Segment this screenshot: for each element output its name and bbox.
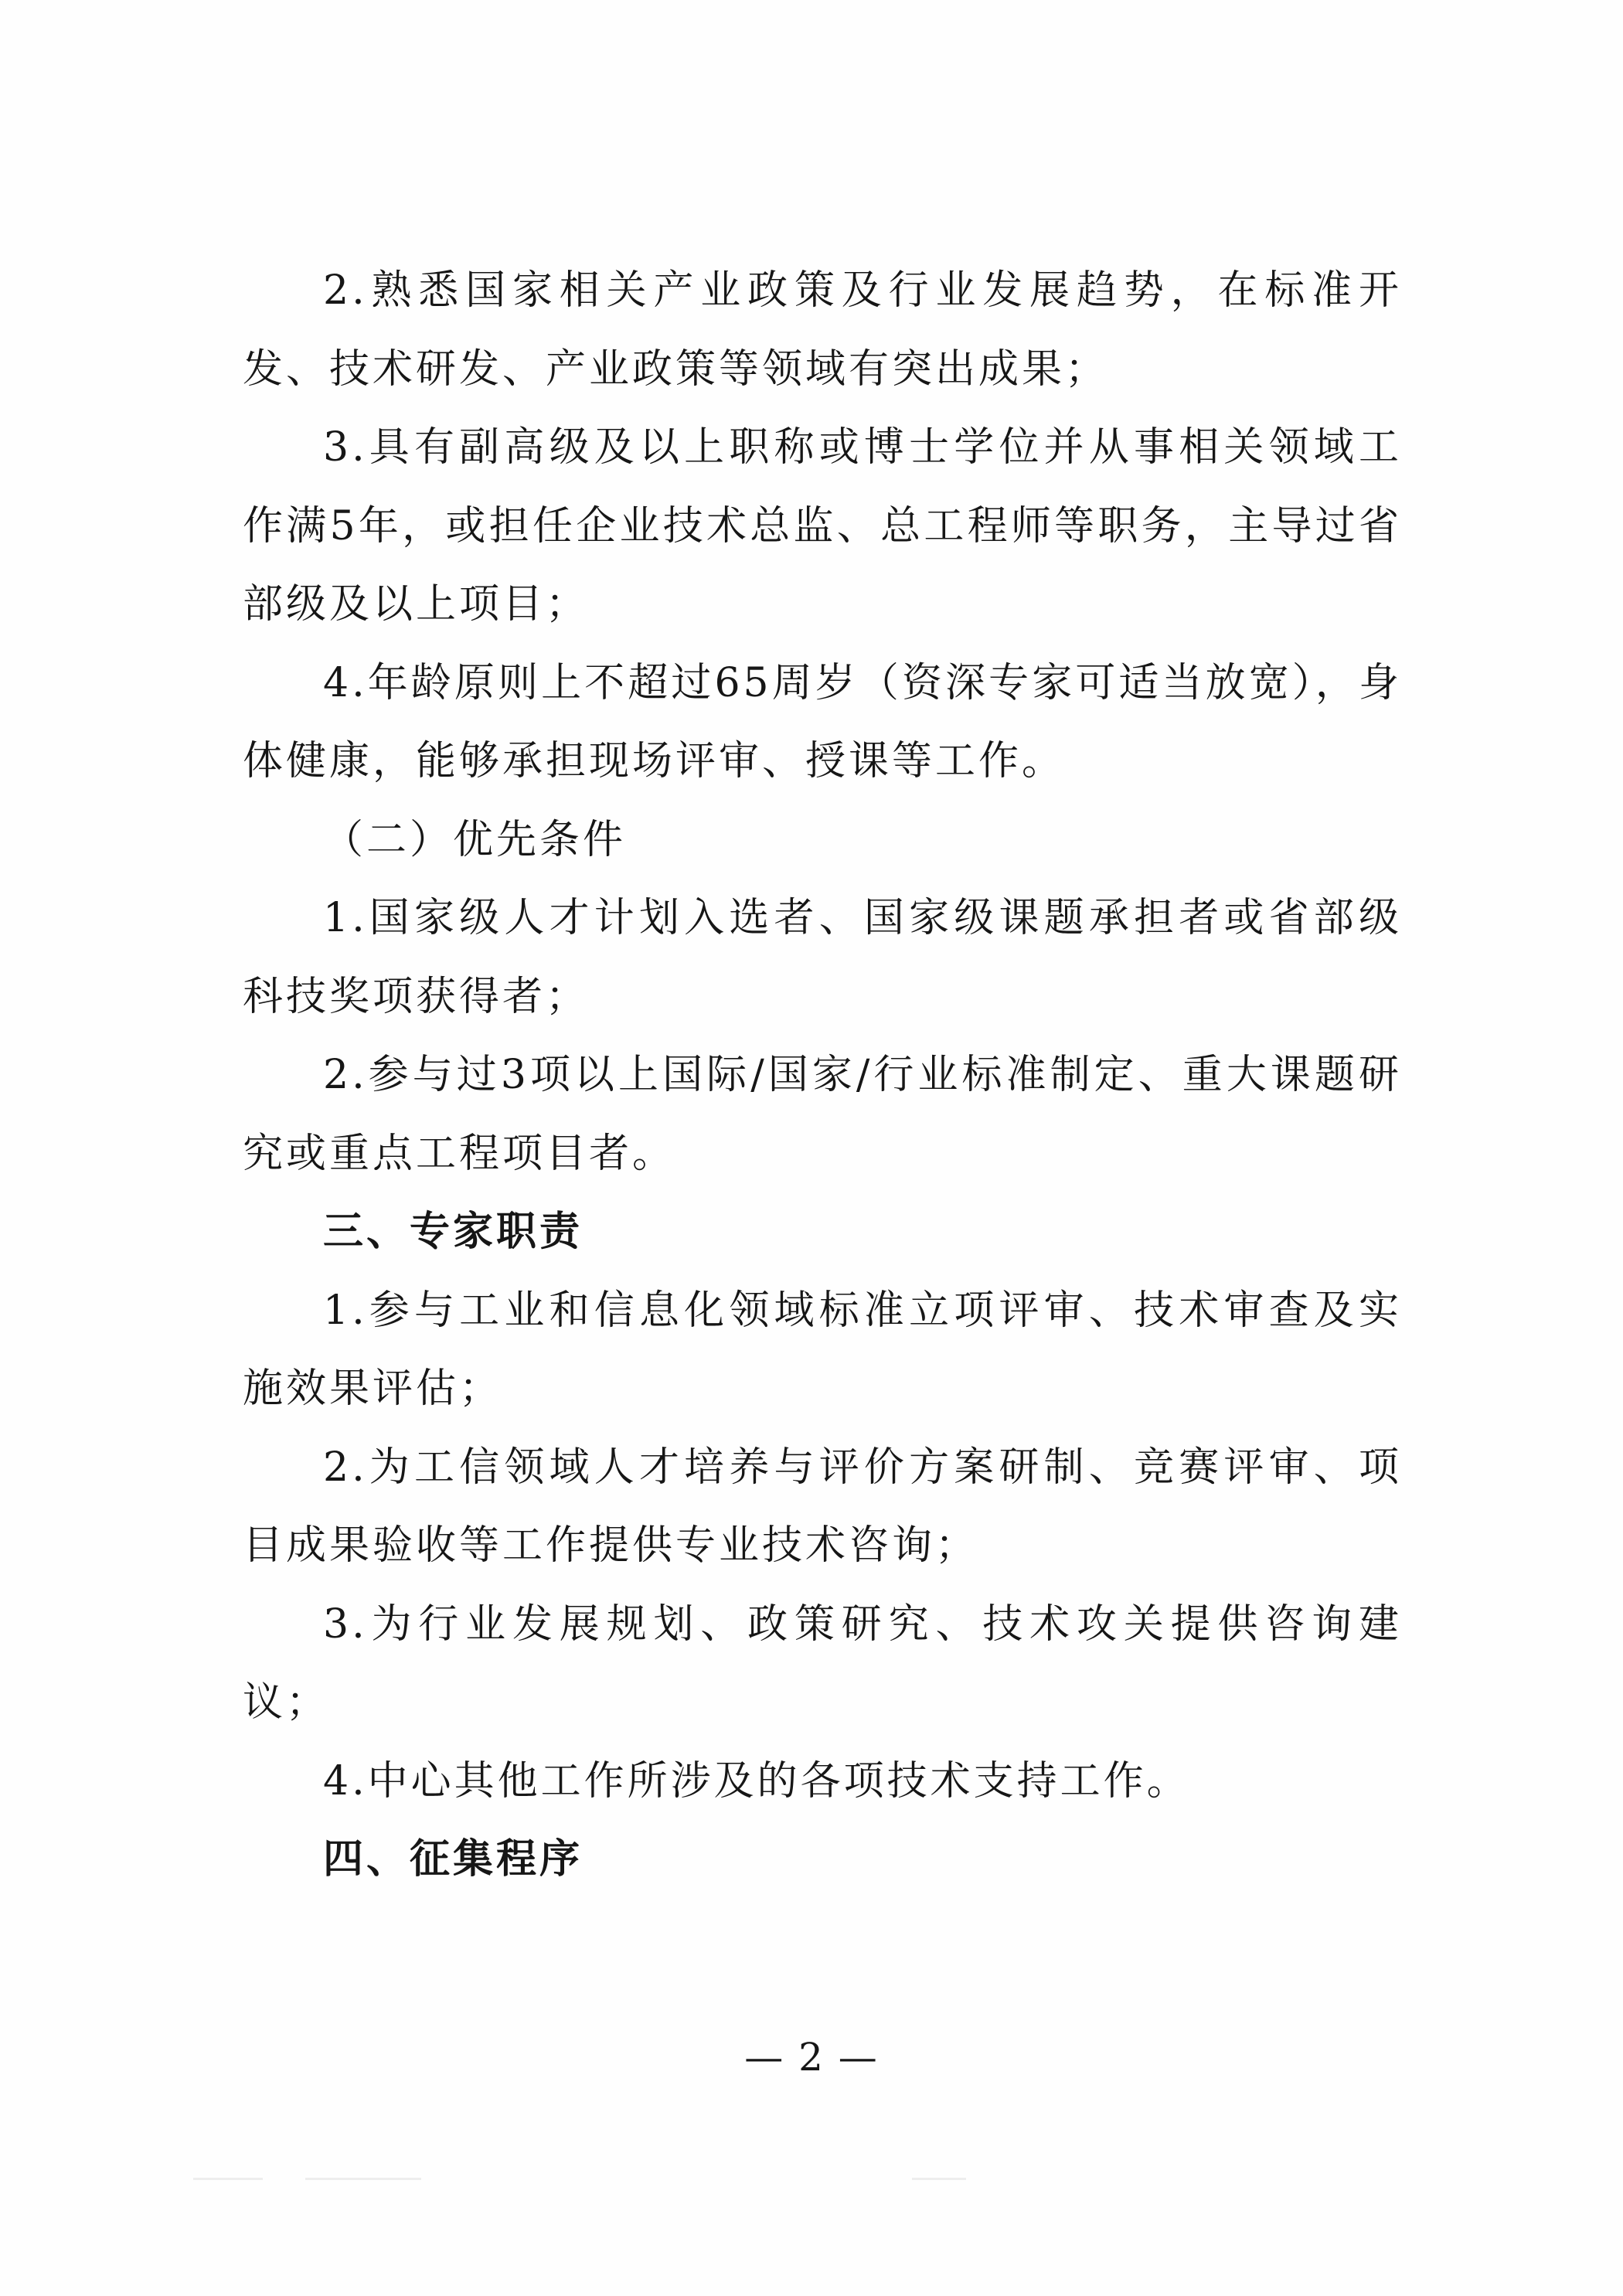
priority-2-paragraph: 2.参与过3项以上国际/国家/行业标准制定、重大课题研究或重点工程项目者。: [243, 1052, 1402, 1177]
scan-artifact: [912, 2178, 966, 2180]
collection-procedure-heading: 四、征集程序: [323, 1836, 584, 1883]
expert-duties-heading: 三、专家职责: [323, 1209, 584, 1255]
document-body: [243, 252, 1402, 1900]
scan-artifact: [305, 2178, 421, 2180]
duty-3-paragraph: 3.为行业发展规划、政策研究、技术攻关提供咨询建议；: [243, 1600, 1402, 1726]
requirement-3-paragraph: 3.具有副高级及以上职称或博士学位并从事相关领域工作满5年，或担任企业技术总监、总工程师等职务，主导过省部级及以上项目；: [243, 424, 1402, 628]
requirement-4-paragraph: 4.年龄原则上不超过65周岁（资深专家可适当放宽），身体健康，能够承担现场评审、授课等工作。: [243, 659, 1402, 784]
page-number: — 2 —: [744, 2035, 879, 2080]
priority-conditions-subheading: （二）优先条件: [323, 816, 627, 863]
duty-2-paragraph: 2.为工信领域人才培养与评价方案研制、竞赛评审、项目成果验收等工作提供专业技术咨询；: [243, 1444, 1402, 1569]
duty-4-paragraph: 4.中心其他工作所涉及的各项技术支持工作。: [323, 1757, 1190, 1804]
scan-artifact: [193, 2178, 263, 2180]
requirement-2-paragraph: 2.熟悉国家相关产业政策及行业发展趋势，在标准开发、技术研发、产业政策等领域有突出成果；: [243, 267, 1402, 393]
priority-1-paragraph: 1.国家级人才计划入选者、国家级课题承担者或省部级科技奖项获得者；: [243, 895, 1402, 1020]
duty-1-paragraph: 1.参与工业和信息化领域标准立项评审、技术审查及实施效果评估；: [243, 1287, 1402, 1412]
